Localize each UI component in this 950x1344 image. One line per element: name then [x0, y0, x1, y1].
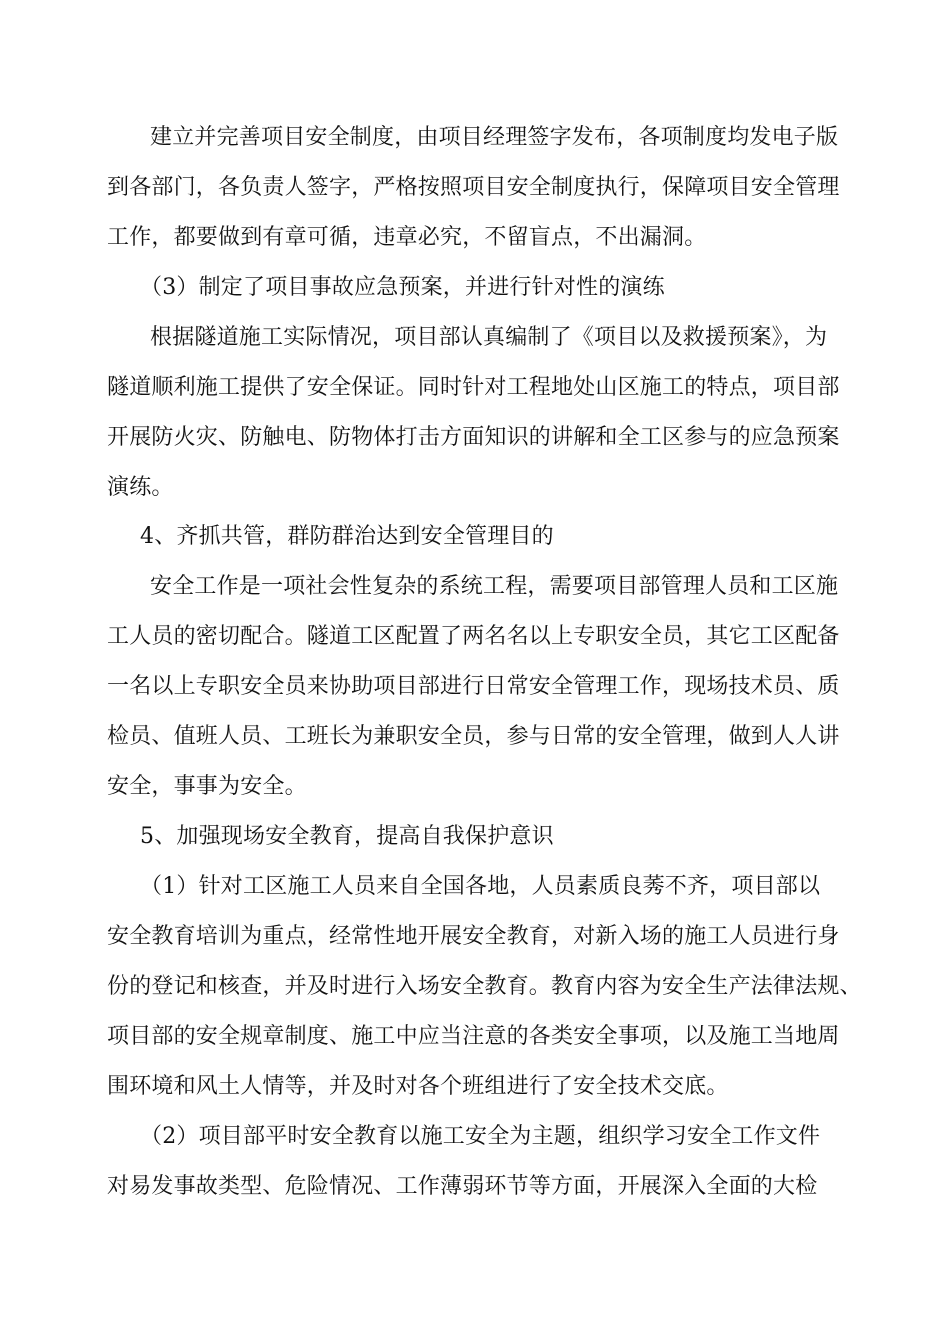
- paragraph-line: 演练。: [107, 475, 174, 500]
- section-heading: 5、加强现场安全教育，提高自我保护意识: [140, 824, 554, 849]
- paragraph-line: （2）项目部平时安全教育以施工安全为主题，组织学习安全工作文件: [140, 1124, 821, 1149]
- paragraph-line: 检员、值班人员、工班长为兼职安全员，参与日常的安全管理，做到人人讲: [107, 724, 840, 749]
- paragraph-line: 对易发事故类型、危险情况、工作薄弱环节等方面，开展深入全面的大检: [107, 1174, 818, 1199]
- section-heading: 4、齐抓共管，群防群治达到安全管理目的: [140, 524, 554, 549]
- section-subheading: （3）制定了项目事故应急预案，并进行针对性的演练: [140, 275, 665, 300]
- paragraph-line: 安全，事事为安全。: [107, 774, 307, 799]
- paragraph-line: 隧道顺利施工提供了安全保证。同时针对工程地处山区施工的特点，项目部: [107, 375, 840, 400]
- paragraph-line: 项目部的安全规章制度、施工中应当注意的各类安全事项，以及施工当地周: [107, 1024, 840, 1049]
- paragraph-line: 工作，都要做到有章可循，违章必究，不留盲点，不出漏洞。: [107, 225, 707, 250]
- paragraph-line: 安全教育培训为重点，经常性地开展安全教育，对新入场的施工人员进行身: [107, 924, 840, 949]
- paragraph-line: 开展防火灾、防触电、防物体打击方面知识的讲解和全工区参与的应急预案: [107, 425, 840, 450]
- paragraph-line: 份的登记和核查，并及时进行入场安全教育。教育内容为安全生产法律法规、: [107, 974, 862, 999]
- paragraph-line: 工人员的密切配合。隧道工区配置了两名名以上专职安全员，其它工区配备: [107, 624, 840, 649]
- paragraph-line: 安全工作是一项社会性复杂的系统工程，需要项目部管理人员和工区施: [150, 574, 839, 599]
- paragraph-line: 到各部门，各负责人签字，严格按照项目安全制度执行，保障项目安全管理: [107, 175, 840, 200]
- paragraph-line: 一名以上专职安全员来协助项目部进行日常安全管理工作，现场技术员、质: [107, 674, 840, 699]
- paragraph-line: 围环境和风土人情等，并及时对各个班组进行了安全技术交底。: [107, 1074, 729, 1099]
- paragraph-line: 根据隧道施工实际情况，项目部认真编制了《项目以及救援预案》，为: [150, 325, 828, 350]
- paragraph-line: （1）针对工区施工人员来自全国各地，人员素质良莠不齐，项目部以: [140, 874, 821, 899]
- paragraph-line: 建立并完善项目安全制度，由项目经理签字发布，各项制度均发电子版: [150, 125, 839, 150]
